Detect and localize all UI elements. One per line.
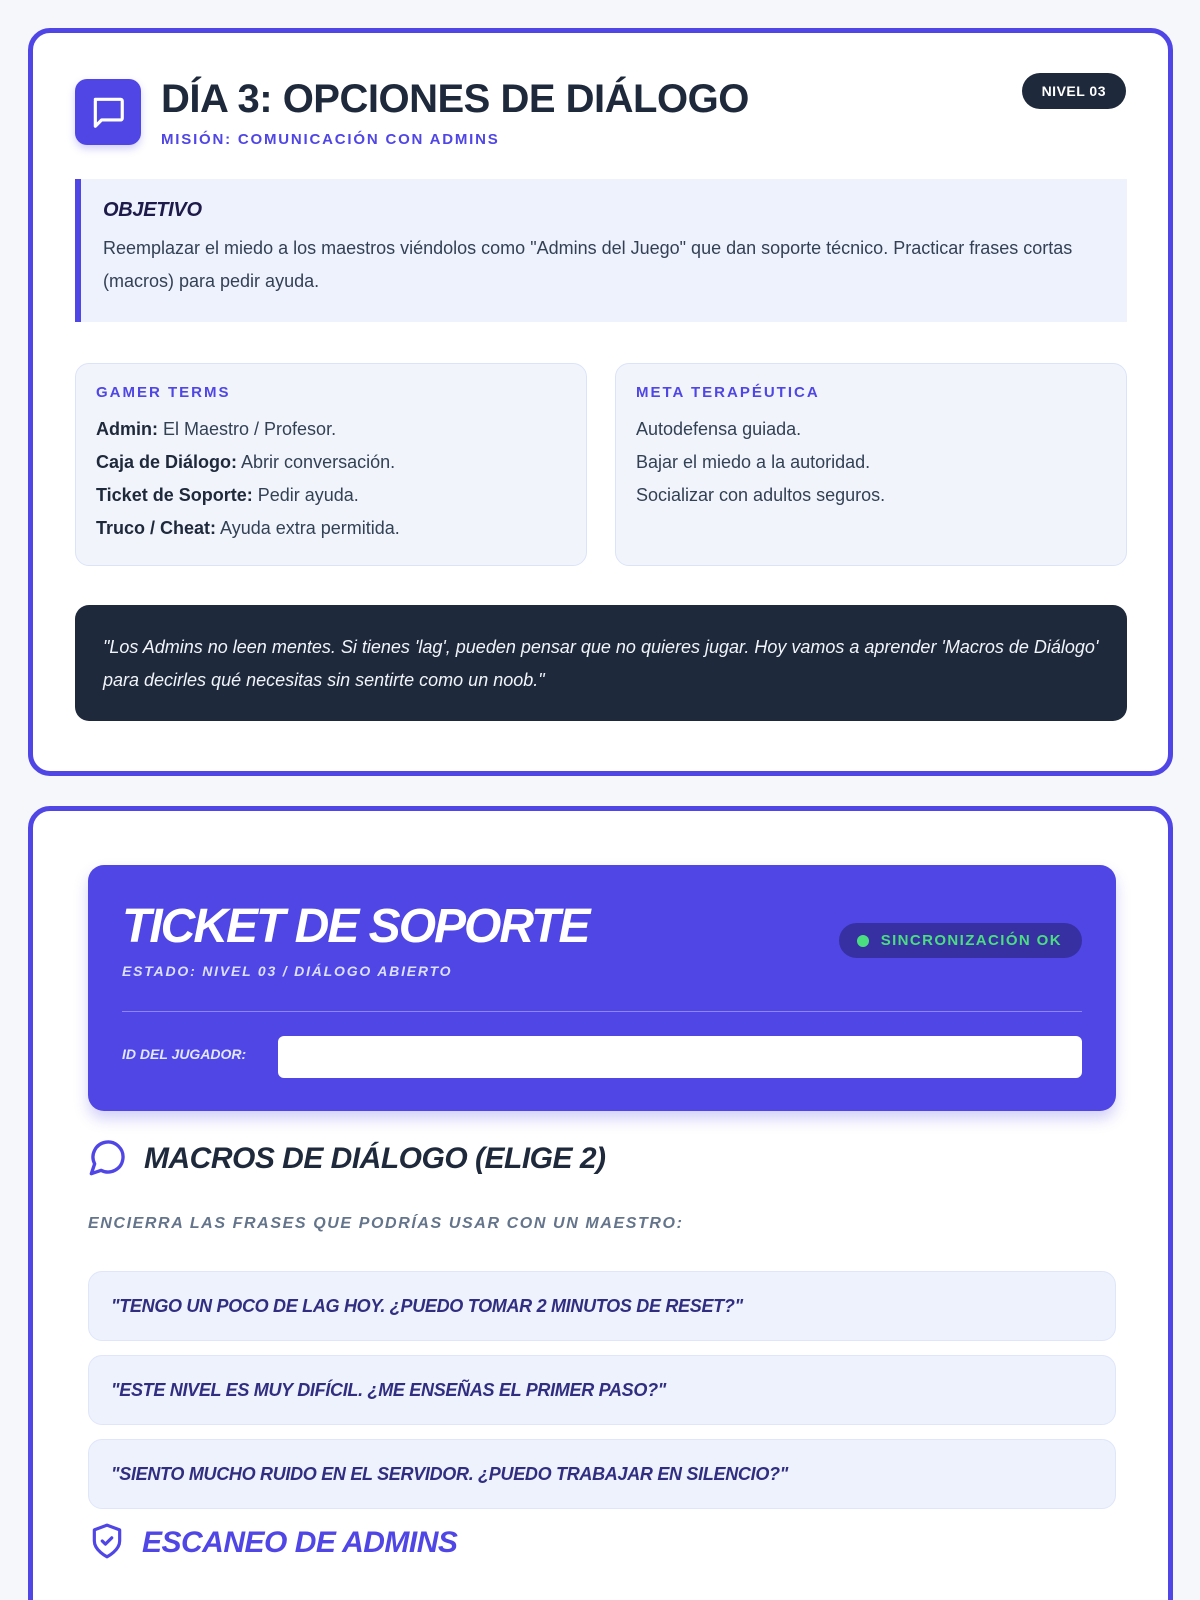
macros-instruction: ENCIERRA LAS FRASES QUE PODRÍAS USAR CON UN MAESTRO: [88, 1215, 684, 1232]
admin-scan-title: ESCANEO DE ADMINS [142, 1526, 458, 1559]
support-ticket-banner [88, 865, 1116, 1111]
term-item [96, 413, 566, 446]
objective-panel [75, 179, 1127, 322]
page-title: DÍA 3: OPCIONES DE DIÁLOGO [161, 77, 749, 121]
term-label: Ticket de Soporte: [96, 485, 253, 505]
player-id-label: ID DEL JUGADOR: [122, 1046, 247, 1062]
term-item [96, 479, 566, 512]
mission-briefing-card [28, 28, 1173, 776]
goal-item: Autodefensa guiada. [636, 419, 802, 439]
term-label: Caja de Diálogo: [96, 452, 238, 472]
gamer-terms-heading: GAMER TERMS [96, 384, 231, 401]
term-definition: Pedir ayuda. [252, 485, 359, 505]
chat-bubble-icon [75, 79, 141, 145]
macros-section-header [88, 1137, 606, 1181]
speech-bubble-icon [88, 1137, 128, 1182]
objective-text: Reemplazar el miedo a los maestros viéndolos como "Admins del Juego" que dan soporte técnico. Practicar frases cortas (macros) para pedir ayuda. [103, 238, 1073, 291]
objective-heading: OBJETIVO [103, 199, 202, 221]
divider [122, 1011, 1082, 1012]
term-definition: El Maestro / Profesor. [158, 419, 337, 439]
macro-option[interactable]: "TENGO UN POCO DE LAG HOY. ¿PUEDO TOMAR 2 MINUTOS DE RESET?" [88, 1271, 1116, 1341]
term-definition: Ayuda extra permitida. [216, 518, 400, 538]
goal-item: Socializar con adultos seguros. [636, 485, 886, 505]
mission-header [75, 79, 1126, 169]
gamer-terms-box [75, 363, 587, 566]
sync-status-badge [839, 923, 1082, 958]
mission-subtitle: MISIÓN: COMUNICACIÓN CON ADMINS [161, 131, 500, 148]
term-item [96, 512, 566, 545]
macro-option[interactable]: "ESTE NIVEL ES MUY DIFÍCIL. ¿ME ENSEÑAS EL PRIMER PASO?" [88, 1355, 1116, 1425]
ticket-status: ESTADO: NIVEL 03 / DIÁLOGO ABIERTO [122, 963, 453, 979]
therapeutic-goal-box [615, 363, 1127, 566]
ticket-title: TICKET DE SOPORTE [122, 900, 589, 953]
term-label: Admin: [96, 419, 158, 439]
term-definition: Abrir conversación. [237, 452, 396, 472]
term-item [96, 446, 566, 479]
term-label: Truco / Cheat: [96, 518, 217, 538]
admin-scan-section-header [88, 1521, 457, 1565]
player-id-input[interactable] [278, 1036, 1082, 1078]
shield-check-icon [88, 1522, 126, 1565]
status-dot-icon [857, 935, 869, 947]
level-badge: NIVEL 03 [1022, 73, 1126, 109]
macro-option[interactable]: "SIENTO MUCHO RUIDO EN EL SERVIDOR. ¿PUEDO TRABAJAR EN SILENCIO?" [88, 1439, 1116, 1509]
worksheet-card [28, 806, 1173, 1600]
macros-title: MACROS DE DIÁLOGO (ELIGE 2) [144, 1142, 606, 1175]
goal-item: Bajar el miedo a la autoridad. [636, 452, 871, 472]
therapeutic-goal-heading: META TERAPÉUTICA [636, 384, 820, 401]
intro-quote: "Los Admins no leen mentes. Si tienes 'lag', pueden pensar que no quieres jugar. Hoy vamos a aprender 'Macros de Diálogo' para decirles qué necesitas sin sentirte como un noob." [75, 605, 1127, 721]
sync-status-label: SINCRONIZACIÓN OK [880, 932, 1062, 949]
